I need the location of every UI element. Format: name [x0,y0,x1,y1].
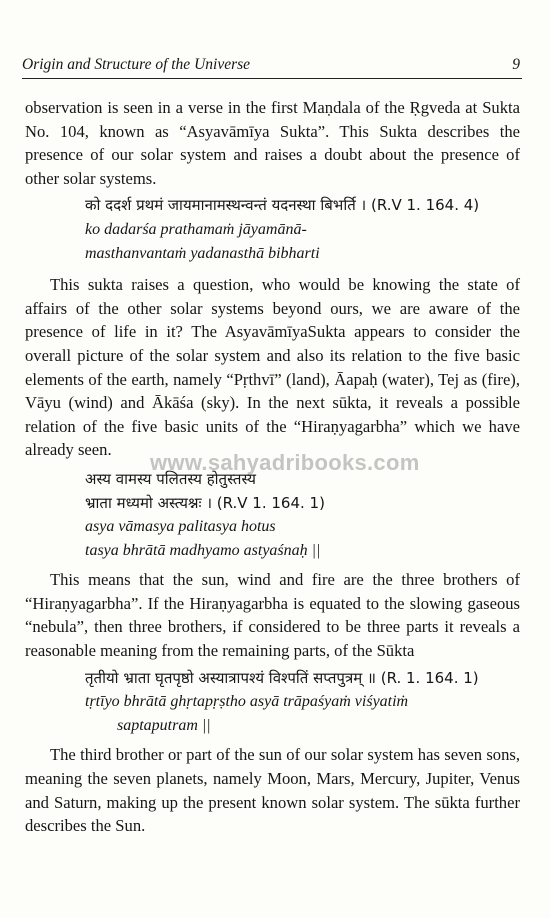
page-number: 9 [512,56,520,73]
running-title: Origin and Structure of the Universe [22,56,251,73]
header-rule [22,78,522,79]
transliteration-line: tasya bhrātā madhyamo astyaśnaḥ || [85,541,321,559]
paragraph: The third brother or part of the sun of our solar system has seven sons, meaning the seven planets, namely Moon, Mars, Mercury, Jupiter, Venus and Saturn, making up the present known solar system. The sūkta further describes the Sun. [25,745,520,836]
transliteration-line: tṛtīyo bhrātā ghṛtapṛṣtho asyā trāpaśyaṁ viśyatiṁ [85,693,409,711]
paragraph: observation is seen in a verse in the first Maṇdala of the Ṛgveda at Sukta No. 104, known as “Asyavāmīya Sukta”. This Sukta describes the presence of our solar system and raises a doubt about the presence of other solar systems. [25,98,520,188]
transliteration-line: asya vāmasya palitasya hotus [85,518,276,536]
transliteration-line: masthanvantaṁ yadanasthā bibharti [85,244,320,262]
sanskrit-verse [85,468,520,562]
devanagari-line: को ददर्श प्रथमं जायमानामस्थन्वन्तं यदनस्था बिभर्ति । (R.V 1. 164. 4) [85,196,480,215]
sanskrit-verse [85,667,520,738]
devanagari-line: अस्य वामस्य पलितस्य होतुस्तस्य [85,469,257,488]
sanskrit-verse [85,194,520,265]
paragraph: This means that the sun, wind and fire are the three brothers of “Hiraṇyagarbha”. If the Hiraṇyagarbha is equated to the slowing gaseous “nebula”, then three brothers, if considered to be three parts it reveals a reasonable meaning from the remaining parts, of the Sūkta [25,570,520,661]
devanagari-line: भ्राता मध्यमो अस्त्यश्नः । (R.V 1. 164. 1) [85,493,325,512]
watermark: www.sahyadribooks.com [150,450,420,475]
transliteration-line: saptaputram || [117,716,211,734]
running-header [22,56,520,74]
devanagari-line: तृतीयो भ्राता घृतपृष्ठो अस्यात्रापश्यं विश्पतिं सप्तपुत्रम् ॥ (R. 1. 164. 1) [85,668,479,687]
transliteration-line: ko dadarśa prathamaṁ jāyamānā- [85,220,307,238]
page-body [25,96,520,838]
paragraph: This sukta raises a question, who would be knowing the state of affairs of the other solar systems beyond ours, we are aware of the presence of life in it? The AsyavāmīyaSukta appears to consider the overall picture of the solar system and also its relation to the five basic elements of the earth, namely “Pṛthvī” (land), Āapaḥ (water), Tej as (fire), Vāyu (wind) and Ākāśa (sky). In the next sūkta, it reveals a possible relation of the five basic units of the “Hiraṇyagarbha” which we have already seen. [25,275,520,460]
